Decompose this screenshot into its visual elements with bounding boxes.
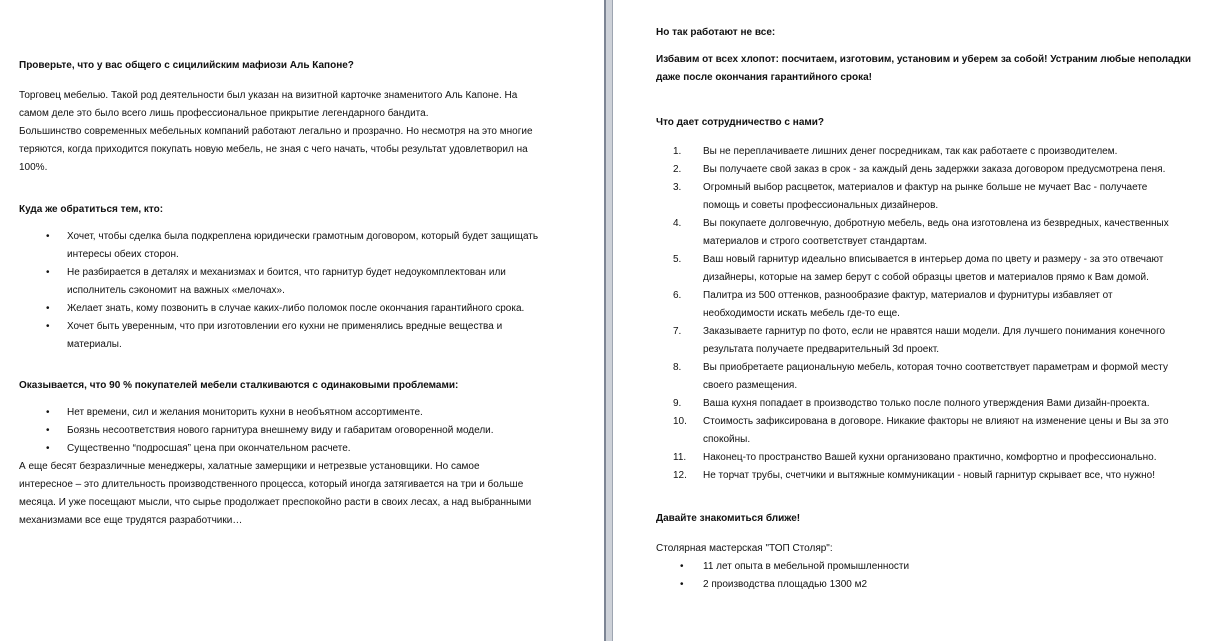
list-item-line: дизайнеры, которые на замер берут с собой образцы цветов и материалов прямо к Вам домой. [703,272,1149,283]
bullet-icon: • [680,579,684,590]
list-number: 7. [673,326,682,337]
bullet-icon: • [46,303,50,314]
list-item [613,161,1213,179]
list-item [613,467,1213,485]
list-item [613,449,1213,467]
list-item-line: спокойны. [703,434,751,445]
bullet-icon: • [46,267,50,278]
list-item-line: 11 лет опыта в мебельной промышленности [703,561,910,572]
list-item [613,179,1213,215]
bullet-icon: • [46,231,50,242]
intro-paragraph [19,87,579,177]
list-item [613,395,1213,413]
closing-paragraph [19,458,579,530]
list-item-line: Ваша кухня попадает в производство только после полного утверждения Вами дизайн-проекта. [703,398,1150,409]
list-number: 8. [673,362,682,373]
list-item-line: Наконец-то пространство Вашей кухни организовано практично, комфортно и профессионально. [703,452,1157,463]
page-divider [604,0,613,641]
bullet-icon: • [46,321,50,332]
list-item-line: Не торчат трубы, счетчики и вытяжные коммуникации - новый гарнитур скрывает все, что нужно! [703,470,1155,481]
bullet-icon: • [46,425,50,436]
promise-paragraph [656,51,1204,87]
heading-not-everyone: Но так работают не все: [656,27,776,38]
text-line: самом деле это было всего лишь профессиональное прикрытие легендарного бандита. [19,108,429,119]
text-line: Избавим от всех хлопот: посчитаем, изготовим, установим и уберем за собой! Устраним любые неполадки [656,54,1192,65]
document-page-left [0,0,604,641]
list-number: 4. [673,218,682,229]
list-item [19,300,579,318]
list-item-line: Нет времени, сил и желания мониторить кухни в необъятном ассортименте. [67,407,423,418]
list-number: 1. [673,146,682,157]
list-number: 9. [673,398,682,409]
list-item [19,264,579,300]
list-item [613,143,1213,161]
list-item-line: Вы получаете свой заказ в срок - за каждый день задержки заказа договором предусмотрена пеня. [703,164,1166,175]
list-item-line: необходимости искать мебель где-то еще. [703,308,900,319]
company-facts-list [613,558,1213,594]
list-number: 3. [673,182,682,193]
list-item [19,318,579,354]
list-item-line: Стоимость зафиксирована в договоре. Никакие факторы не влияют на изменение цены и Вы за это [703,416,1169,427]
list-item-line: Ваш новый гарнитур идеально вписывается в интерьер дома по цвету и размеру - за это отвечают [703,254,1164,265]
bullet-icon: • [46,407,50,418]
problems-list [19,404,579,458]
list-item-line: Не разбирается в деталях и механизмах и боится, что гарнитур будет недоукомплектован или [67,267,506,278]
list-item [613,359,1213,395]
heading-common-problems: Оказывается, что 90 % покупателей мебели сталкиваются с одинаковыми проблемами: [19,380,459,391]
list-item [613,558,1213,576]
list-number: 5. [673,254,682,265]
list-item-line: Заказываете гарнитур по фото, если не нравятся наши модели. Для лучшего понимания конечного [703,326,1166,337]
text-line: интересное – это длительность производственного процесса, который иногда затягивается на три и больше [19,479,524,490]
list-item-line: Вы приобретаете рациональную мебель, которая точно соответствует параметрам и формой месту [703,362,1168,373]
text-line: Большинство современных мебельных компаний работают легально и прозрачно. Но несмотря на это многие [19,126,533,137]
list-item [613,215,1213,251]
text-line: теряются, когда приходится покупать новую мебель, не зная с чего начать, чтобы результат удовлетворил на [19,144,528,155]
text-line: Торговец мебелью. Такой род деятельности был указан на визитной карточке знаменитого Аль Капоне. На [19,90,518,101]
list-item-line: Палитра из 500 оттенков, разнообразие фактур, материалов и фурнитуры избавляет от [703,290,1113,301]
list-item-line: интересы обеих сторон. [67,249,179,260]
list-item [613,287,1213,323]
text-line: даже после окончания гарантийного срока! [656,72,873,83]
list-number: 12. [673,470,687,481]
list-item-line: Вы покупаете долговечную, добротную мебель, ведь она изготовлена из безвредных, качественных [703,218,1169,229]
list-item [613,251,1213,287]
list-item [613,323,1213,359]
list-item-line: материалов и строго соответствует стандартам. [703,236,928,247]
bullet-icon: • [680,561,684,572]
list-item-line: результата получаете предварительный 3d проект. [703,344,940,355]
heading-get-acquainted: Давайте знакомиться ближе! [656,513,801,524]
list-item-line: своего размещения. [703,380,798,391]
bullet-icon: • [46,443,50,454]
list-item-line: Хочет, чтобы сделка была подкреплена юридически грамотным договором, который будет защищать [67,231,539,242]
list-item [19,422,579,440]
list-number: 6. [673,290,682,301]
list-item [19,440,579,458]
heading-al-capone: Проверьте, что у вас общего с сицилийским мафиози Аль Капоне? [19,60,354,71]
benefits-list [613,143,1213,485]
list-item-line: Хочет быть уверенным, что при изготовлении его кухни не применялись вредные вещества и [67,321,503,332]
list-item-line: 2 производства площадью 1300 м2 [703,579,868,590]
list-item-line: исполнитель сэкономит на важных «мелочах». [67,285,285,296]
text-line: А еще бесят безразличные менеджеры, халатные замерщики и нетрезвые установщики. Но самое [19,461,480,472]
list-number: 2. [673,164,682,175]
customer-needs-list [19,228,579,354]
text-line: механизмами все еще трудятся разработчики… [19,515,243,526]
heading-where-to-go: Куда же обратиться тем, кто: [19,204,164,215]
heading-cooperation-benefits: Что дает сотрудничество с нами? [656,117,825,128]
list-number: 10. [673,416,687,427]
list-item-line: Желает знать, кому позвонить в случае каких-либо поломок после окончания гарантийного срока. [67,303,525,314]
list-item [19,404,579,422]
list-item-line: Боязнь несоответствия нового гарнитура внешнему виду и габаритам оговоренной модели. [67,425,494,436]
list-number: 11. [673,452,687,463]
list-item-line: помощь и советы профессиональных дизайнеров. [703,200,939,211]
document-page-right [613,0,1229,641]
list-item-line: материалы. [67,339,122,350]
company-name-line: Столярная мастерская "ТОП Столяр": [656,543,833,554]
text-line: месяца. И уже посещают мысли, что сырье продолжает преспокойно расти в своих лесах, а над выбранными [19,497,532,508]
list-item-line: Вы не переплачиваете лишних денег посредникам, так как работаете с производителем. [703,146,1118,157]
list-item [613,576,1213,594]
text-line: 100%. [19,162,48,173]
list-item [613,413,1213,449]
list-item [19,228,579,264]
list-item-line: Существенно “подросшая” цена при окончательном расчете. [67,443,351,454]
list-item-line: Огромный выбор расцветок, материалов и фактур на рынке больше не мучает Вас - получаете [703,182,1148,193]
